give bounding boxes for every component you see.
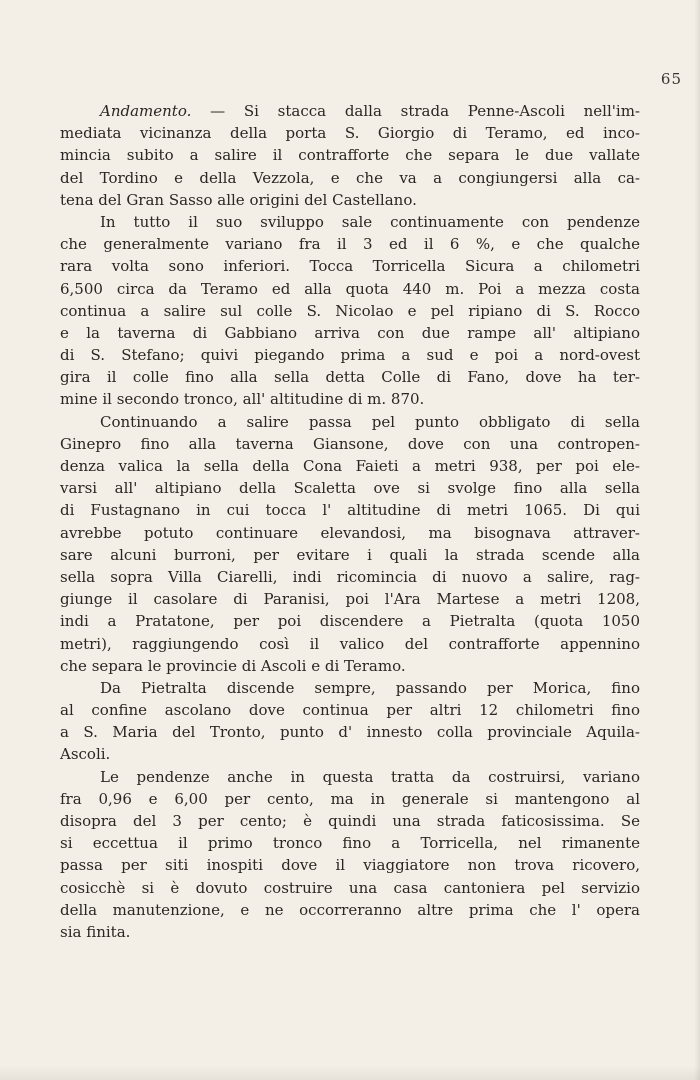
text-line: di Fustagnano in cui tocca l' altitudine di metri 1065. Di qui	[60, 501, 640, 520]
text-line: e la taverna di Gabbiano arriva con due rampe all' altipiano	[60, 323, 640, 342]
text-line: giunge il casolare di Paranisi, poi l'Ara Martese a metri 1208,	[60, 590, 640, 609]
text-line: continua a salire sul colle S. Nicolao e pel ripiano di S. Rocco	[60, 301, 640, 320]
text-line: Le pendenze anche in questa tratta da costruirsi, variano	[100, 767, 640, 786]
text-line: gira il colle fino alla sella detta Colle di Fano, dove ha ter-	[60, 368, 640, 387]
text-line: varsi all' altipiano della Scaletta ove si svolge fino alla sella	[60, 479, 640, 498]
text-line: Ascoli.	[60, 745, 111, 764]
text-line: sella sopra Villa Ciarelli, indi ricomincia di nuovo a salire, rag-	[60, 567, 640, 586]
text-line: della manutenzione, e ne occorreranno altre prima che l' opera	[60, 900, 640, 919]
text-line: indi a Pratatone, per poi discendere a Pietralta (quota 1050	[60, 612, 640, 631]
page-edge-shadow	[694, 0, 700, 1080]
text-line: In tutto il suo sviluppo sale continuamente con pendenze	[100, 212, 640, 231]
section-lead: Andamento.	[100, 102, 192, 120]
page-bottom-shadow	[0, 1066, 700, 1080]
text-line: avrebbe potuto continuare elevandosi, ma bisognava attraver-	[60, 523, 640, 542]
text-line: che generalmente variano fra il 3 ed il 6 %, e che qualche	[60, 235, 640, 254]
text-line: Ginepro fino alla taverna Giansone, dove con una contropen-	[60, 434, 640, 453]
text-line: mediata vicinanza della porta S. Giorgio di Teramo, ed inco-	[60, 124, 640, 143]
text-line: 6,500 circa da Teramo ed alla quota 440 m. Poi a mezza costa	[60, 279, 640, 298]
text-line: mine il secondo tronco, all' altitudine di m. 870.	[60, 390, 425, 409]
text-line: che separa le provincie di Ascoli e di Teramo.	[60, 656, 406, 675]
page-number: 65	[660, 70, 682, 88]
text-line: rara volta sono inferiori. Tocca Torricella Sicura a chilometri	[60, 257, 640, 276]
text-line: Da Pietralta discende sempre, passando per Morica, fino	[100, 678, 640, 697]
text-line: Continuando a salire passa pel punto obbligato di sella	[100, 412, 640, 431]
text-line: a S. Maria del Tronto, punto d' innesto colla provinciale Aquila-	[60, 723, 640, 742]
text-line: sia finita.	[60, 922, 131, 941]
text-line: denza valica la sella della Cona Faieti a metri 938, per poi ele-	[60, 457, 640, 475]
text-line: Andamento. — Si stacca dalla strada Penne-Ascoli nell'im-	[100, 102, 640, 120]
text-line: tena del Gran Sasso alle origini del Castellano.	[60, 190, 417, 209]
text-line: mincia subito a salire il contrafforte che separa le due vallate	[60, 146, 640, 165]
text-line: di S. Stefano; quivi piegando prima a sud e poi a nord-ovest	[60, 346, 640, 365]
text-line: fra 0,96 e 6,00 per cento, ma in generale si mantengono al	[60, 789, 640, 808]
text-line: del Tordino e della Vezzola, e che va a congiungersi alla ca-	[60, 168, 640, 187]
text-line: passa per siti inospiti dove il viaggiatore non trova ricovero,	[60, 856, 640, 875]
text-line: disopra del 3 per cento; è quindi una strada faticosissima. Se	[60, 812, 640, 830]
text-line: al confine ascolano dove continua per altri 12 chilometri fino	[60, 701, 640, 720]
text-line: si eccettua il primo tronco fino a Torricella, nel rimanente	[60, 834, 640, 853]
body-text	[60, 100, 640, 943]
text-line: sare alcuni burroni, per evitare i quali la strada scende alla	[60, 545, 640, 564]
text-line: cosicchè si è dovuto costruire una casa cantoniera pel servizio	[60, 878, 640, 897]
text-line: metri), raggiungendo così il valico del contrafforte appennino	[60, 634, 640, 653]
